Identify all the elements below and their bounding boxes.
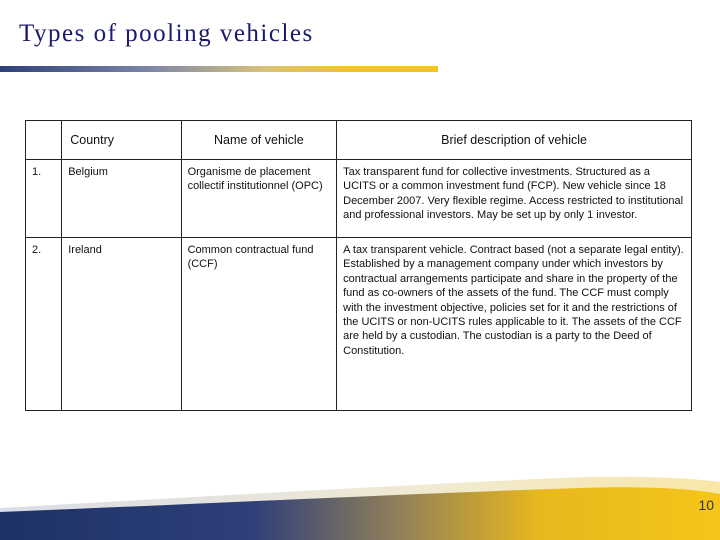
header-vehicle-name: Name of vehicle [181,121,337,160]
row-description: Tax transparent fund for collective investments. Structured as a UCITS or a common investment fund (FCP). New vehicle since 18 December 2007. Very flexible regime. Access restricted to institutional and professional investors. May be set up by only 1 investor. [337,160,692,238]
row-vehicle-name: Organisme de placement collectif institutionnel (OPC) [181,160,337,238]
slide-title: Types of pooling vehicles [19,20,314,47]
row-description: A tax transparent vehicle. Contract based (not a separate legal entity). Established by a management company under which investors by contractual arrangements participate and share in the property of the fund as co-owners of the assets of the fund. The CCF must comply with the investment objective, policies set for it and the restrictions of the UCITS or non-UCITS rules applicable to it. The assets of the CCF are held by a custodian. The custodian is a party to the Deed of Constitution. [337,238,692,411]
header-description: Brief description of vehicle [337,121,692,160]
title-underline-bar [0,66,438,72]
row-number: 1. [26,160,62,238]
row-country: Ireland [62,238,181,411]
row-vehicle-name: Common contractual fund (CCF) [181,238,337,411]
header-country: Country [62,121,181,160]
table-header-row [26,121,692,160]
footer-wave-decoration [0,468,720,540]
page-number: 10 [698,497,714,513]
pooling-vehicles-table [25,120,692,411]
row-country: Belgium [62,160,181,238]
row-number: 2. [26,238,62,411]
table-row [26,238,692,411]
table-row [26,160,692,238]
header-number [26,121,62,160]
